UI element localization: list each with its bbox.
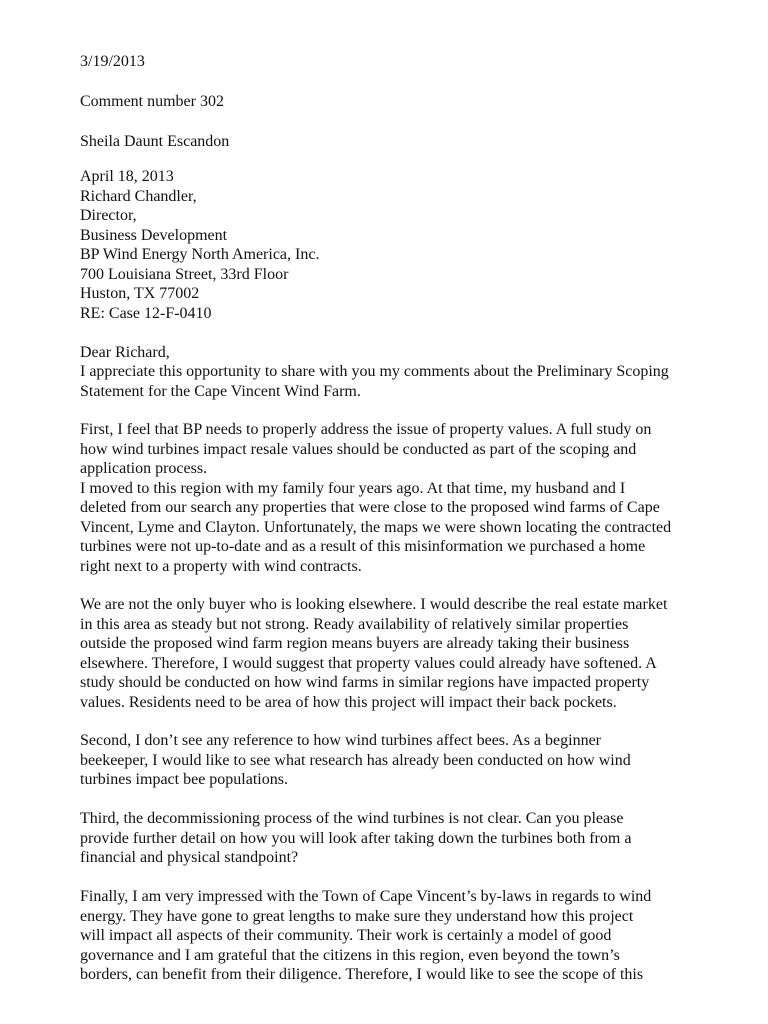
paragraph-line: Statement for the Cape Vincent Wind Farm. <box>80 382 361 400</box>
recipient-line: Business Development <box>80 226 228 244</box>
commenter-name: Sheila Daunt Escandon <box>80 133 230 150</box>
paragraph-line: outside the proposed wind farm region means buyers are already taking their business <box>80 635 630 652</box>
paragraph-line: Vincent, Lyme and Clayton. Unfortunately, the maps we were shown locating the contracted <box>80 518 672 536</box>
paragraph-line: Second, I don’t see any reference to how wind turbines affect bees. As a beginner <box>80 732 602 749</box>
recipient-line: Richard Chandler, <box>80 187 197 205</box>
paragraph-line: deleted from our search any properties that were close to the proposed wind farms of Cape <box>80 499 660 516</box>
paragraph-line: First, I feel that BP needs to properly address the issue of property values. A full study on <box>80 421 652 438</box>
paragraph-line: I moved to this region with my family four years ago. At that time, my husband and I <box>80 479 626 497</box>
recipient-line: Huston, TX 77002 <box>80 285 200 302</box>
paragraph-line: energy. They have gone to great lengths to make sure they understand how this project <box>80 907 634 925</box>
paragraph-line: governance and I am grateful that the citizens in this region, even beyond the town’s <box>80 946 620 964</box>
paragraph-line: financial and physical standpoint? <box>80 849 299 866</box>
paragraph-line: in this area as steady but not strong. Ready availability of relatively similar properties <box>80 615 629 633</box>
paragraph-line: how wind turbines impact resale values should be conducted as part of the scoping and <box>80 440 637 458</box>
paragraph-line: right next to a property with wind contracts. <box>80 557 362 575</box>
paragraph-line: turbines were not up-to-date and as a result of this misinformation we purchased a home <box>80 538 646 555</box>
paragraph-line: study should be conducted on how wind farms in similar regions have impacted property <box>80 674 650 691</box>
letter-page <box>80 0 720 1024</box>
paragraph-line: application process. <box>80 460 208 477</box>
paragraph-line: turbines impact bee populations. <box>80 771 288 788</box>
letter-date: April 18, 2013 <box>80 168 174 185</box>
paragraph-line: beekeeper, I would like to see what research has already been conducted on how wind <box>80 751 631 769</box>
recipient-line: BP Wind Energy North America, Inc. <box>80 246 320 263</box>
paragraph-line: Finally, I am very impressed with the Town of Cape Vincent’s by-laws in regards to wind <box>80 888 652 905</box>
comment-number: Comment number 302 <box>80 93 224 110</box>
paragraph-line: elsewhere. Therefore, I would suggest that property values could already have softened. A <box>80 654 657 672</box>
paragraph-line: Third, the decommissioning process of the wind turbines is not clear. Can you please <box>80 810 624 827</box>
paragraph-line: We are not the only buyer who is looking elsewhere. I would describe the real estate market <box>80 596 668 613</box>
paragraph-line: borders, can benefit from their diligence. Therefore, I would like to see the scope of this <box>80 966 644 983</box>
paragraph-line: values. Residents need to be area of how this project will impact their back pockets. <box>80 693 617 711</box>
recipient-line: 700 Louisiana Street, 33rd Floor <box>80 265 289 283</box>
date-stamp: 3/19/2013 <box>80 53 145 70</box>
paragraph-line: I appreciate this opportunity to share with you my comments about the Preliminary Scoping <box>80 363 669 380</box>
paragraph-line: will impact all aspects of their community. Their work is certainly a model of good <box>80 927 612 944</box>
recipient-line: Director, <box>80 207 137 224</box>
salutation: Dear Richard, <box>80 343 170 361</box>
case-reference: RE: Case 12-F-0410 <box>80 304 212 322</box>
paragraph-line: provide further detail on how you will look after taking down the turbines both from a <box>80 829 632 847</box>
